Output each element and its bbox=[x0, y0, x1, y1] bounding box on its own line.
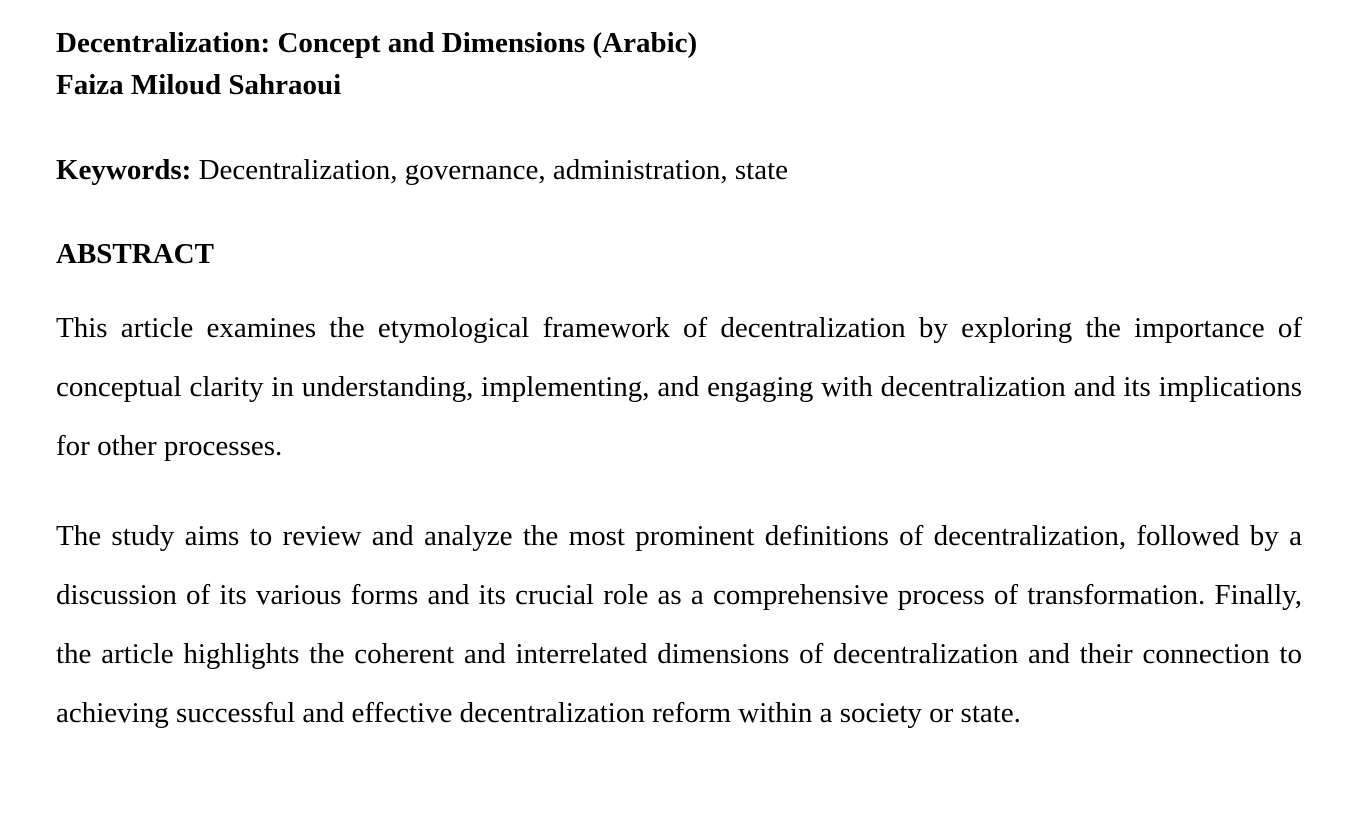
abstract-heading: ABSTRACT bbox=[56, 238, 214, 270]
keywords-label: Keywords: bbox=[56, 154, 192, 186]
keywords-line bbox=[56, 151, 788, 189]
abstract-paragraph-2: The study aims to review and analyze the most prominent definitions of decentralization, followed by a discussion of its various forms and its crucial role as a comprehensive process of transformation. Finally, the article highlights the coherent and interrelated dimensions of decentralization and their connection to achieving successful and effective decentralization reform within a society or state. bbox=[56, 520, 1302, 729]
keywords-value: Decentralization, governance, administration, state bbox=[191, 154, 789, 186]
paper-title: Decentralization: Concept and Dimensions (Arabic) bbox=[56, 27, 698, 59]
abstract-paragraph-1: This article examines the etymological framework of decentralization by exploring the importance of conceptual clarity in understanding, implementing, and engaging with decentralization and its implications for other processes. bbox=[56, 312, 1302, 462]
author-name: Faiza Miloud Sahraoui bbox=[56, 69, 342, 101]
